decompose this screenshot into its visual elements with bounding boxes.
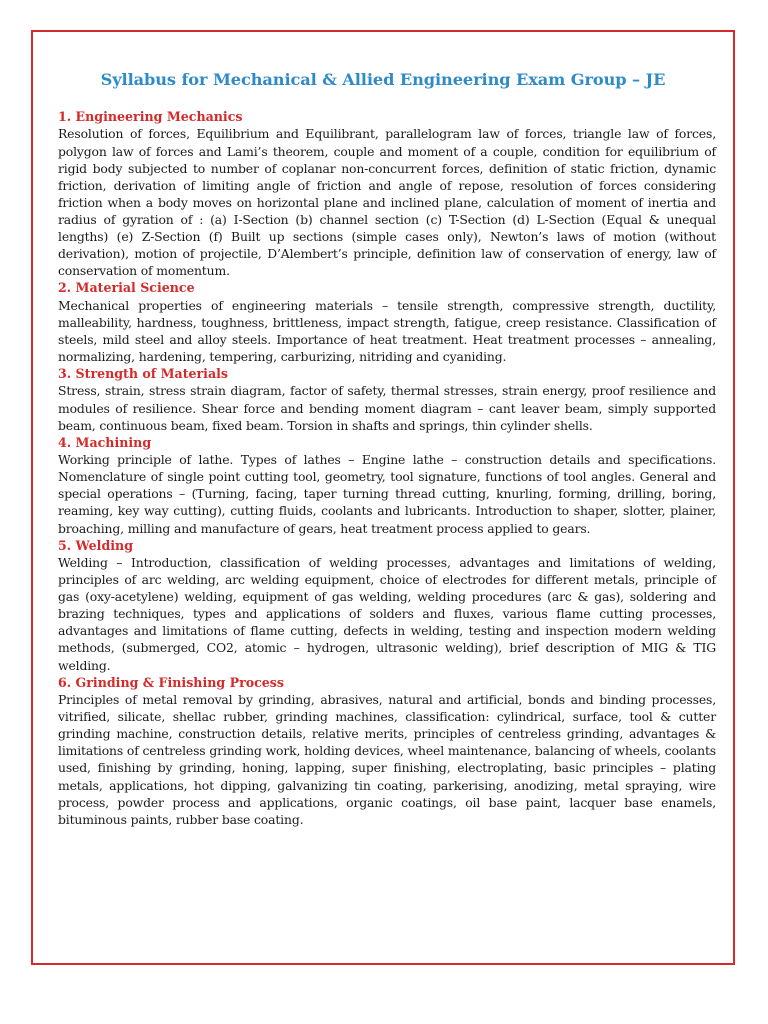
section-body: Stress, strain, stress strain diagram, factor of safety, thermal stresses, strain energy, proof resilience and modules of resilience. Shear force and bending moment diagram – cant leaver beam, simply supported beam, continuous beam, fixed beam. Torsion in shafts and springs, thin cylinder shells. <box>58 383 716 433</box>
section-body: Welding – Introduction, classification of welding processes, advantages and limitations of welding, principles of arc welding, arc welding equipment, choice of electrodes for different metals, principle of gas (oxy-acetylene) welding, equipment of gas welding, welding procedures (arc & gas), soldering and brazing techniques, types and applications of solders and fluxes, various flame cutting processes, advantages and limitations of flame cutting, defects in welding, testing and inspection modern welding methods, (submerged, CO2, atomic – hydrogen, ultrasonic welding), brief description of MIG & TIG welding. <box>58 555 716 673</box>
section-material-science <box>58 279 716 365</box>
section-heading: 1. Engineering Mechanics <box>58 109 243 124</box>
section-welding <box>58 537 716 674</box>
section-body: Principles of metal removal by grinding, abrasives, natural and artificial, bonds and binding processes, vitrified, silicate, shellac rubber, grinding machines, classification: cylindrical, surface, tool & cutter grinding machine, construction details, relative merits, principles of centreless grinding, advantages & limitations of centreless grinding work, holding devices, wheel maintenance, balancing of wheels, coolants used, finishing by grinding, honing, lapping, super finishing, electroplating, basic principles – plating metals, applications, hot dipping, galvanizing tin coating, parkerising, anodizing, metal spraying, wire process, powder process and applications, organic coatings, oil base paint, lacquer base enamels, bituminous paints, rubber base coating. <box>58 692 716 827</box>
section-heading: 3. Strength of Materials <box>58 366 228 382</box>
syllabus-content <box>58 108 716 828</box>
section-heading: 5. Welding <box>58 537 133 553</box>
section-strength-of-materials <box>58 365 716 434</box>
section-body: Working principle of lathe. Types of lathes – Engine lathe – construction details and specifications. Nomenclature of single point cutting tool, geometry, tool signature, functions of tool angles. General and special operations – (Turning, facing, taper turning thread cutting, knurling, forming, drilling, boring, reaming, key way cutting), cutting fluids, coolants and lubricants. Introduction to shaper, slotter, plainer, broaching, milling and manufacture of gears, heat treatment process applied to gears. <box>58 452 716 536</box>
section-heading: 6. Grinding & Finishing Process <box>58 674 284 690</box>
section-body: Resolution of forces, Equilibrium and Equilibrant, parallelogram law of forces, triangle law of forces, polygon law of forces and Lami’s theorem, couple and moment of a couple, condition for equilibrium of rigid body subjected to number of coplanar non-concurrent forces, definition of static friction, dynamic friction, derivation of limiting angle of friction and angle of repose, resolution of forces considering friction when a body moves on horizontal plane and inclined plane, calculation of moment of inertia and radius of gyration of : (a) I-Section (b) channel section (c) T-Section (d) L-Section (Equal & unequal lengths) (e) Z-Section (f) Built up sections (simple cases only), Newton’s laws of motion (without derivation), motion of projectile, D’Alembert’s principle, definition law of conservation of energy, law of conservation of momentum. <box>58 126 716 279</box>
section-heading: 2. Material Science <box>58 280 195 296</box>
page-border-frame <box>31 30 735 965</box>
section-engineering-mechanics <box>58 108 716 279</box>
section-grinding-finishing <box>58 674 716 828</box>
section-heading: 4. Machining <box>58 434 152 450</box>
section-machining <box>58 434 716 537</box>
document-title: Syllabus for Mechanical & Allied Engineering Exam Group – JE <box>100 70 666 89</box>
section-body: Mechanical properties of engineering materials – tensile strength, compressive strength, ductility, malleability, hardness, toughness, brittleness, impact strength, fatigue, creep resistance. Classification of steels, mild steel and alloy steels. Importance of heat treatment. Heat treatment processes – annealing, normalizing, hardening, tempering, carburizing, nitriding and cyaniding. <box>58 297 716 364</box>
